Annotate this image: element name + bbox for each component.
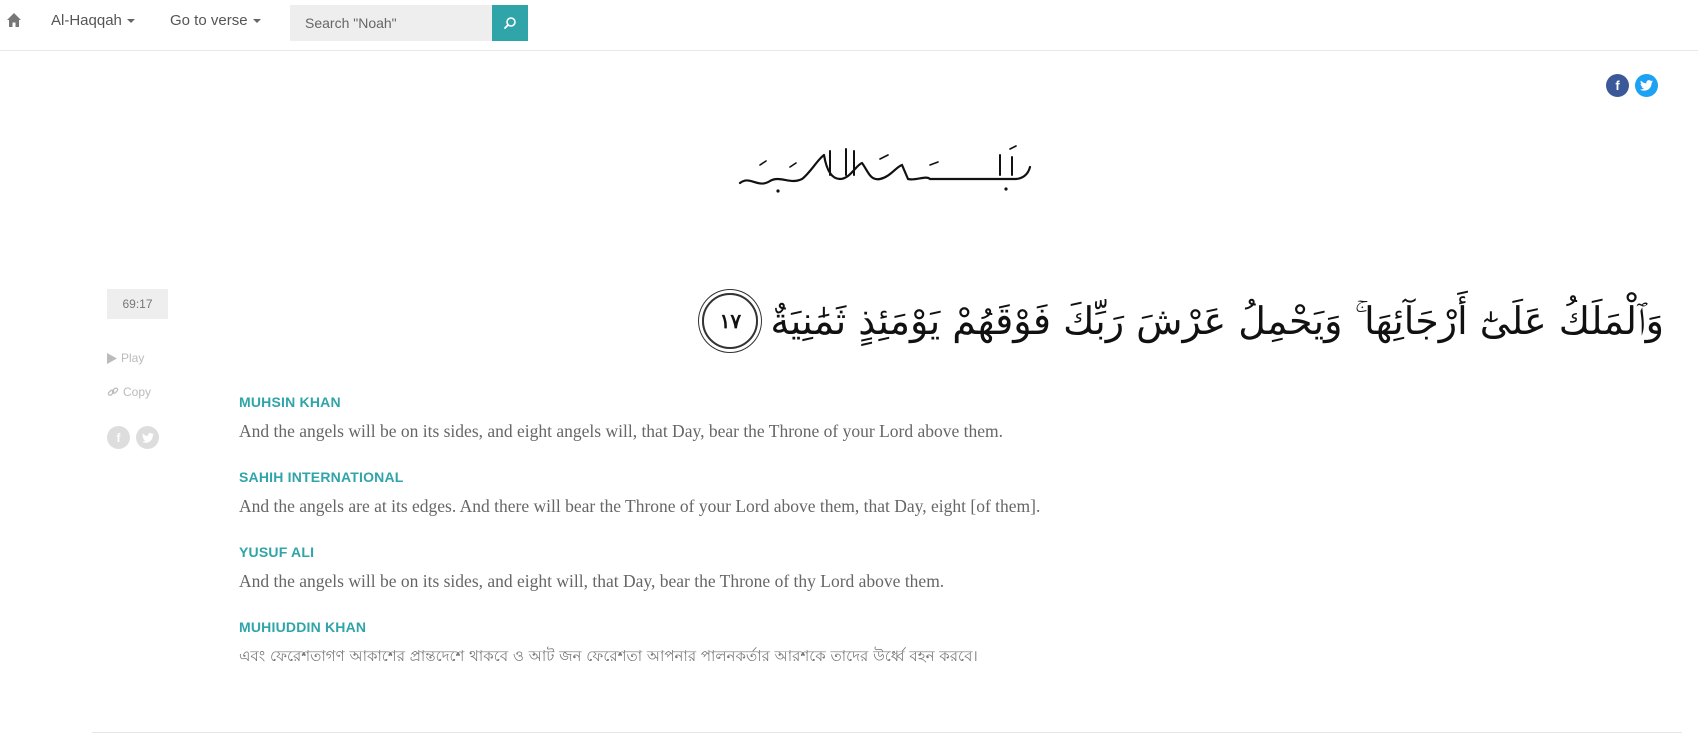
go-to-verse-label: Go to verse [170,12,248,29]
verse-key-label: 69:17 [122,297,153,311]
arabic-verse-text: وَٱلْمَلَكُ عَلَىٰٓ أَرْجَآئِهَا ۚ وَيَحْمِلُ عَرْشَ رَبِّكَ فَوْقَهُمْ يَوْمَئِذٍ ثَمَٰنِيَةٌ [770,298,1664,343]
ayah-number-marker [702,293,758,349]
play-button[interactable] [107,351,144,365]
search-input[interactable] [290,5,492,41]
facebook-icon: f [1615,78,1620,93]
translator-name: MUHSIN KHAN [239,394,341,410]
translation-text: And the angels are at its edges. And there will bear the Throne of your Lord above them, that Day, eight [of them]. [239,496,1041,516]
verse-twitter-share-button[interactable] [136,426,159,449]
bismillah-calligraphy [730,145,1040,195]
go-to-verse-dropdown[interactable] [170,12,261,29]
translation-text: এবং ফেরেশতাগণ আকাশের প্রান্তদেশে থাকবে ও আট জন ফেরেশতা আপনার পালনকর্তার আরশকে তাদের উর্ধ্বে বহন করবে। [239,647,978,665]
twitter-share-button[interactable] [1635,74,1658,97]
link-icon [107,386,119,398]
translation-text: And the angels will be on its sides, and eight will, that Day, bear the Throne of thy Lord above them. [239,571,945,591]
translator-name: YUSUF ALI [239,544,315,560]
ayah-number: ١٧ [719,309,742,333]
chevron-down-icon [127,19,135,23]
top-navbar [0,0,1698,51]
play-icon [107,353,117,364]
home-icon[interactable] [6,12,22,28]
translator-name: SAHIH INTERNATIONAL [239,469,404,485]
copy-button[interactable] [107,385,151,399]
facebook-share-button[interactable] [1606,74,1629,97]
search-button[interactable] [492,5,528,41]
facebook-icon: f [116,430,121,445]
surah-dropdown[interactable] [51,12,135,29]
verse-facebook-share-button[interactable] [107,426,130,449]
arabic-verse [702,293,1664,349]
search-icon [503,16,517,30]
twitter-icon [142,433,154,443]
verse-key-badge[interactable] [107,289,168,319]
twitter-icon [1640,80,1653,91]
translator-name: MUHIUDDIN KHAN [239,619,367,635]
translation-text: And the angels will be on its sides, and eight angels will, that Day, bear the Throne of your Lord above them. [239,421,1003,441]
surah-dropdown-label: Al-Haqqah [51,12,122,29]
verse-divider [92,732,1682,733]
chevron-down-icon [253,19,261,23]
play-label: Play [121,351,145,365]
copy-label: Copy [123,385,152,399]
